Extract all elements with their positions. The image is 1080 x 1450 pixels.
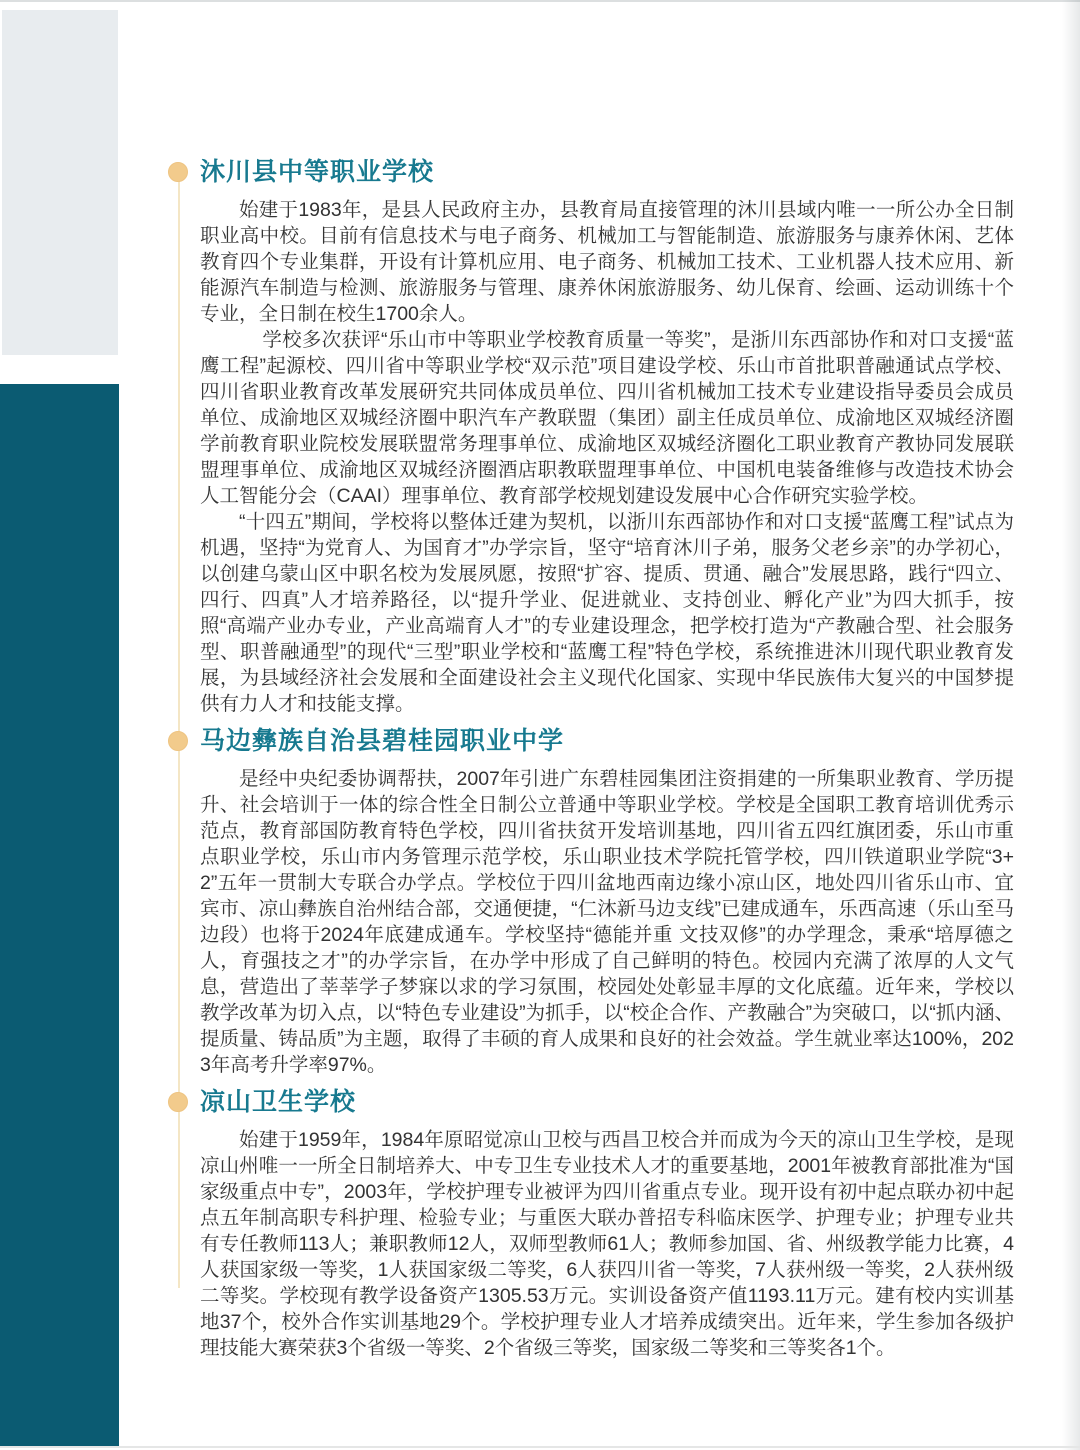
page-right-shade — [1062, 0, 1080, 1450]
paragraph: 始建于1983年，是县人民政府主办，县教育局直接管理的沐川县域内唯一一所公办全日制职业高中校。目前有信息技术与电子商务、机械加工与智能制造、旅游服务与康养休闲、艺体教育四个专业集群，开设有计算机应用、电子商务、机械加工技术、工业机器人技术应用、新能源汽车制造与检测、旅游服务与管理、康养休闲旅游服务、幼儿保育、绘画、运动训练十个专业，全日制在校生1700余人。 — [200, 199, 1014, 325]
section-heading — [200, 1087, 1014, 1118]
paragraph: 是经中央纪委协调帮扶，2007年引进广东碧桂园集团注资捐建的一所集职业教育、学历提升、社会培训于一体的综合性全日制公立普通中等职业学校。学校是全国职工教育培训优秀示范点，教育部国防教育特色学校，四川省扶贫开发培训基地，四川省五四红旗团委，乐山市重点职业学校，乐山市内务管理示范学校，乐山职业技术学院托管学校，四川铁道职业学院“3+2”五年一贯制大专联合办学点。学校位于四川盆地西南边缘小凉山区，地处四川省乐山市、宜宾市、凉山彝族自治州结合部，交通便捷，“仁沐新马边支线”已建成通车，乐西高速（乐山至马边段）也将于2024年底建成通车。学校坚持“德能并重 文技双修”的办学理念，秉承“培厚德之人，育强技之才”的办学宗旨，在办学中形成了自己鲜明的特色。校园内充满了浓厚的人文气息，营造出了莘莘学子梦寐以求的学习氛围，校园处处彰显丰厚的文化底蕴。近年来，学校以教学改革为切入点，以“特色专业建设”为抓手，以“校企合作、产教融合”为突破口，以“抓内涵、提质量、铸品质”为主题，取得了丰硕的育人成果和良好的社会效益。学生就业率达100%，2023年高考升学率97%。 — [200, 768, 1014, 1076]
section-title-text: 沐川县中等职业学校 — [200, 158, 435, 186]
bullet-dot-icon — [168, 1092, 188, 1112]
section-muchuan-vocational-school — [200, 157, 1014, 717]
content-area — [200, 157, 1014, 1361]
paragraph: 始建于1959年，1984年原昭觉凉山卫校与西昌卫校合并而成为今天的凉山卫生学校，是现凉山州唯一一所全日制培养大、中专卫生专业技术人才的重要基地，2001年被教育部批准为“国家级重点中专”，2003年，学校护理专业被评为四川省重点专业。现开设有初中起点联办初中起点五年制高职专科护理、检验专业；与重医大联办普招专科临床医学、护理专业；护理专业共有专任教师113人；兼职教师12人，双师型教师61人；教师参加国、省、州级教学能力比赛，4人获国家级一等奖，1人获国家级二等奖，6人获四川省一等奖，7人获州级一等奖，2人获州级二等奖。学校现有教学设备资产1305.53万元。实训设备资产值1193.11万元。建有校内实训基地37个，校外合作实训基地29个。学校护理专业人才培养成绩突出。近年来，学生参加各级护理技能大赛荣获3个省级一等奖、2个省级三等奖，国家级二等奖和三等奖各1个。 — [200, 1129, 1014, 1359]
paragraph: 学校多次获评“乐山市中等职业学校教育质量一等奖”，是浙川东西部协作和对口支援“蓝鹰工程”起源校、四川省中等职业学校“双示范”项目建设学校、乐山市首批职普融通试点学校、四川省职业教育改革发展研究共同体成员单位、四川省机械加工技术专业建设指导委员会成员单位、成渝地区双城经济圈中职汽车产教联盟（集团）副主任成员单位、成渝地区双城经济圈学前教育职业院校发展联盟常务理事单位、成渝地区双城经济圈化工职业教育产教协同发展联盟理事单位、成渝地区双城经济圈酒店职教联盟理事单位、中国机电装备维修与改造技术协会人工智能分会（CAAI）理事单位、教育部学校规划建设发展中心合作研究实验学校。 — [200, 329, 1014, 507]
section-heading — [200, 726, 1014, 757]
section-liangshan-health-school — [200, 1087, 1014, 1361]
page-bottom-edge — [0, 1446, 1080, 1448]
paragraph: “十四五”期间，学校将以整体迁建为契机，以浙川东西部协作和对口支援“蓝鹰工程”试点为机遇，坚持“为党育人、为国育才”办学宗旨，坚守“培育沐川子弟，服务父老乡亲”的办学初心，以创建乌蒙山区中职名校为发展夙愿，按照“扩容、提质、贯通、融合”发展思路，践行“四立、四行、四真”人才培养路径，以“提升学业、促进就业、支持创业、孵化产业”为四大抓手，按照“高端产业办专业，产业高端育人才”的专业建设理念，把学校打造为“产教融合型、社会服务型、职普融通型”的现代“三型”职业学校和“蓝鹰工程”特色学校，系统推进沐川现代职业教育发展，为县域经济社会发展和全面建设社会主义现代化国家、实现中华民族伟大复兴的中国梦提供有力人才和技能支撑。 — [200, 511, 1014, 715]
section-title-text: 凉山卫生学校 — [200, 1088, 357, 1116]
section-title-text: 马边彝族自治县碧桂园职业中学 — [200, 727, 565, 755]
bullet-dot-icon — [168, 731, 188, 751]
decorative-gray-block — [2, 10, 118, 355]
section-mabian-biguiyuan-school — [200, 726, 1014, 1078]
bullet-dot-icon — [168, 162, 188, 182]
page-top-edge — [0, 0, 1080, 2]
decorative-teal-sidebar — [0, 384, 119, 1446]
section-heading — [200, 157, 1014, 188]
